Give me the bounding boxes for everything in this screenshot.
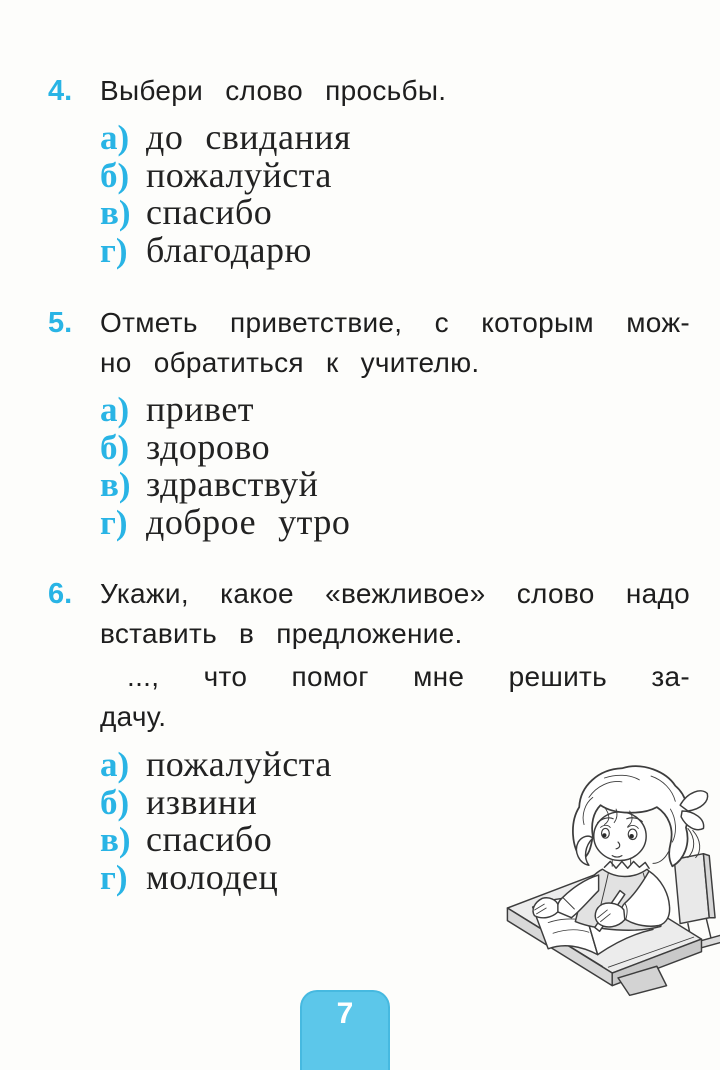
option-text: здравствуй	[146, 464, 319, 504]
option-text: здорово	[146, 426, 271, 467]
page-number-tab	[300, 990, 390, 1070]
question-5-title-line-1: Отметь приветствие, с которым мож-	[100, 307, 690, 338]
option-text: молодец	[146, 856, 279, 897]
question-4-title-line-1: Выбери слово просьбы.	[100, 75, 447, 106]
question-5-number: 5.	[48, 307, 73, 339]
question-6-title-line-1: Укажи, какое «вежливое» слово надо	[100, 578, 690, 609]
option-letter: б)	[100, 427, 130, 467]
option-b	[100, 426, 690, 467]
question-4-title	[100, 71, 690, 111]
option-letter: б)	[100, 155, 130, 195]
girl-writing-illustration	[488, 753, 720, 999]
question-4-number: 4.	[48, 75, 73, 107]
option-letter: а)	[100, 118, 130, 157]
question-6-title-line-2: вставить в предложение.	[100, 618, 463, 649]
question-5-title	[100, 303, 690, 383]
option-g	[100, 229, 690, 270]
option-letter: б)	[100, 782, 130, 822]
page-number: 7	[336, 997, 354, 1030]
question-6-sentence	[100, 657, 690, 737]
option-text: спасибо	[146, 192, 273, 232]
option-letter: г)	[100, 502, 128, 542]
option-letter: г)	[100, 857, 128, 897]
sentence-line-2: дачу.	[100, 701, 167, 732]
option-text: благодарю	[146, 229, 312, 270]
option-letter: г)	[100, 230, 128, 270]
option-text: пожалуйста	[146, 154, 332, 195]
question-6-number: 6.	[48, 578, 73, 610]
option-text: привет	[146, 389, 255, 429]
option-a	[100, 391, 690, 429]
option-b	[100, 154, 690, 195]
question-5-options	[100, 391, 690, 541]
option-letter: в)	[100, 820, 131, 859]
question-5	[48, 303, 690, 541]
option-v	[100, 194, 690, 232]
question-6-title	[100, 574, 690, 654]
option-a	[100, 119, 690, 157]
option-g	[100, 501, 690, 542]
option-text: извини	[146, 781, 258, 822]
sentence-line-1: ..., что помог мне решить за-	[127, 661, 690, 692]
option-text: спасибо	[146, 819, 273, 859]
option-letter: в)	[100, 193, 131, 232]
option-letter: в)	[100, 465, 131, 504]
option-letter: а)	[100, 745, 130, 784]
option-text: доброе утро	[146, 501, 351, 542]
question-4-options	[100, 119, 690, 269]
question-5-title-line-2: но обратиться к учителю.	[100, 347, 480, 378]
option-text: до свидания	[146, 117, 352, 157]
option-letter: а)	[100, 390, 130, 429]
option-v	[100, 466, 690, 504]
question-4	[48, 71, 690, 269]
option-text: пожалуйста	[146, 744, 332, 784]
